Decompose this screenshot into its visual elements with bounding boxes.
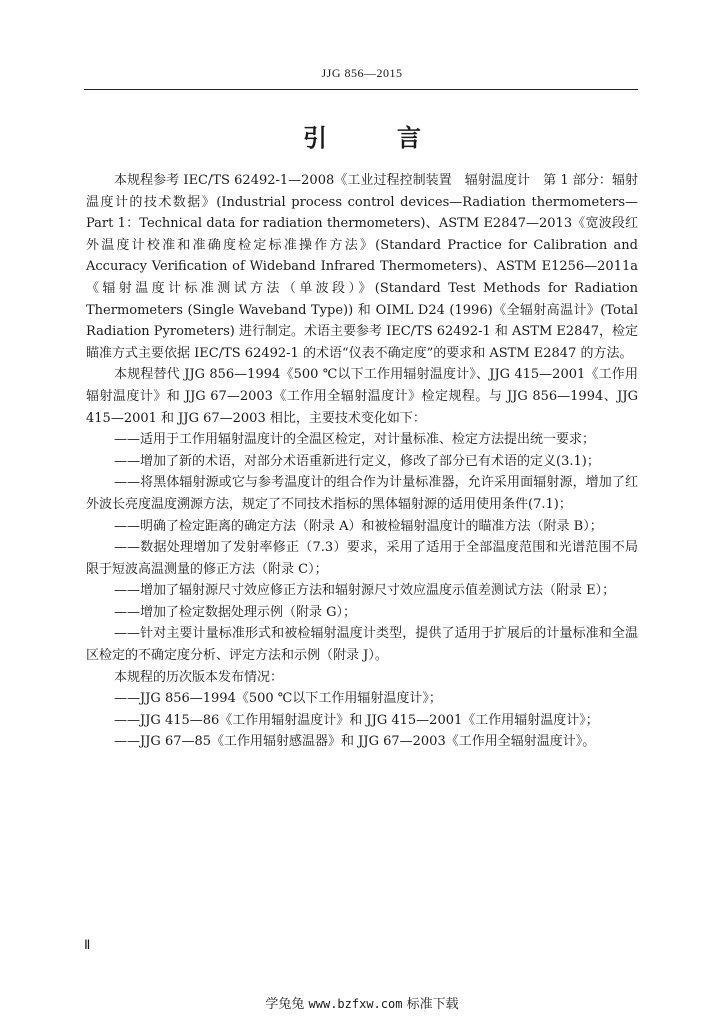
history-item-2: ——JJG 415—86《工作用辐射温度计》和 JJG 415—2001《工作用辐射温度计》； (114, 712, 599, 728)
change-item-3: ——将黑体辐射源或它与参考温度计的组合作为计量标准器，允许采用面辐射源，增加了红外波长亮度温度溯源方法，规定了不同技术指标的黑体辐射源的适用使用条件(7.1)； (86, 475, 638, 512)
change-item-2: ——增加了新的术语，对部分术语重新进行定义，修改了部分已有术语的定义(3.1)； (114, 453, 600, 469)
footer-url-link[interactable]: www.bzfxw.com (308, 997, 403, 1011)
change-item-6: ——增加了辐射源尺寸效应修正方法和辐射源尺寸效应温度示值差测试方法（附录 E）； (114, 583, 616, 599)
history-item-3: ——JJG 67—85《工作用辐射感温器》和 JJG 67—2003《工作用全辐射温度计》。 (114, 734, 596, 750)
paragraph-replacement: 本规程替代 JJG 856—1994《500 ℃以下工作用辐射温度计》、JJG 415—2001《工作用辐射温度计》和 JJG 67—2003《工作用全辐射温度计》检定规程。与 JJG 856—1994、JJG 415—2001 和 JJG 67—2003 相比，主要技术变化如下： (86, 367, 638, 426)
footer-label: 标准下载 (406, 997, 459, 1012)
history-item-1: ——JJG 856—1994《500 ℃以下工作用辐射温度计》； (114, 691, 442, 707)
footer-watermark (0, 993, 724, 1012)
footer-site-name: 学兔兔 (265, 997, 305, 1012)
header-standard-code: JJG 856—2015 (321, 66, 403, 80)
change-item-7: ——增加了检定数据处理示例（附录 G）； (114, 604, 357, 620)
page-number: Ⅱ (84, 937, 91, 952)
paragraph-reference: 本规程参考 IEC/TS 62492-1—2008《工业过程控制装置 辐射温度计 第 1 部分：辐射温度计的技术数据》(Industrial process control devices—Radiation thermometers—Part 1：Technical data for radiation thermometers)、ASTM E2847—2013《宽波段红外温度计校准和准确度检定标准操作方法》(Standard Practice for Calibration and Accuracy Verification of Wideband Infrared Thermometers)、ASTM E1256—2011a《辐射温度计标准测试方法（单波段）》(Standard Test Methods for Radiation Thermometers (Single Waveband Type)) 和 OIML D24 (1996)《全辐射高温计》(Total Radiation Pyrometers) 进行制定。术语主要参考 IEC/TS 62492-1 和 ASTM E2847，检定瞄准方式主要依据 IEC/TS 62492-1 的术语“仪表不确定度”的要求和 ASTM E2847 的方法。 (86, 173, 638, 361)
change-item-8: ——针对主要计量标准形式和被检辐射温度计类型，提供了适用于扩展后的计量标准和全温区检定的不确定度分析、评定方法和示例（附录 J）。 (86, 626, 638, 664)
history-heading: 本规程的历次版本发布情况： (114, 669, 284, 685)
change-item-4: ——明确了检定距离的确定方法（附录 A）和被检辐射温度计的瞄准方法（附录 B）； (114, 518, 603, 534)
body-text (86, 170, 638, 753)
header-divider (84, 89, 638, 90)
page-title: 引言 (303, 124, 491, 152)
change-item-1: ——适用于工作用辐射温度计的全温区检定，对计量标准、检定方法提出统一要求； (114, 432, 596, 448)
change-item-5: ——数据处理增加了发射率修正（7.3）要求，采用了适用于全部温度范围和光谱范围不局限于短波高温测量的修正方法（附录 C）； (86, 540, 638, 577)
